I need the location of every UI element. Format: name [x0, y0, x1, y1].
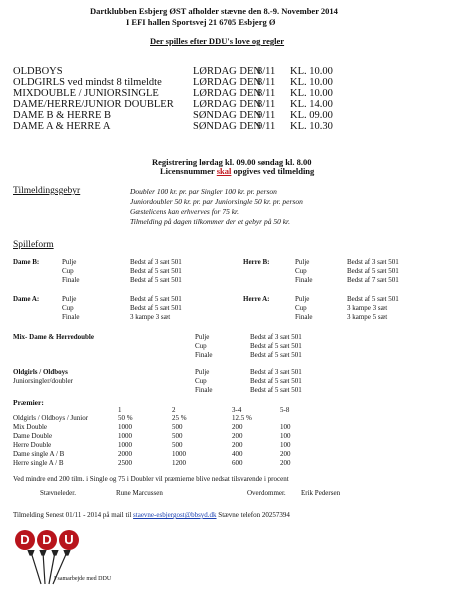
schedule-time: KL. 10.30 — [290, 121, 333, 132]
schedule-date: 8/11 — [257, 66, 276, 77]
format-value: 3 kampe 3 sæt — [347, 304, 388, 312]
schedule-date: 9/11 — [257, 110, 276, 121]
format-value: Bedst af 3 sæt 501 — [347, 258, 399, 266]
format-stage: Finale — [62, 276, 80, 284]
prize-column-header: 5-8 — [280, 406, 290, 414]
prize-category: Herre Double — [13, 441, 52, 449]
format-value: Bedst af 5 sæt 501 — [130, 295, 182, 303]
format-stage: Finale — [295, 276, 313, 284]
prize-amount: 1000 — [172, 450, 186, 458]
fee-label: Tilmeldingsgebyr — [13, 186, 81, 196]
format-group: Dame A: — [13, 295, 40, 303]
schedule-date: 9/11 — [257, 121, 276, 132]
format-value: Bedst af 5 sæt 501 — [250, 351, 302, 359]
schedule-time: KL. 10.00 — [290, 66, 333, 77]
schedule-time: KL. 10.00 — [290, 77, 333, 88]
format-value: Bedst af 3 sæt 501 — [130, 258, 182, 266]
format-value: Bedst af 5 sæt 501 — [130, 276, 182, 284]
signup-email-link[interactable]: staevne-esbjergost@bbsyd.dk — [133, 511, 217, 519]
prize-amount: 100 — [280, 441, 291, 449]
schedule-day: LØRDAG DEN — [193, 77, 261, 88]
schedule-time: KL. 09.00 — [290, 110, 333, 121]
format-group: Dame B: — [13, 258, 40, 266]
prize-amount: 500 — [172, 423, 183, 431]
format-group: Oldgirls / Oldboys — [13, 368, 68, 376]
schedule-day: LØRDAG DEN — [193, 66, 261, 77]
format-stage: Finale — [62, 313, 80, 321]
format-group: Herre B: — [243, 258, 270, 266]
schedule-time: KL. 14.00 — [290, 99, 333, 110]
schedule-date: 8/11 — [257, 88, 276, 99]
prize-amount: 200 — [232, 423, 243, 431]
schedule-event: MIXDOUBLE / JUNIORSINGLE — [13, 88, 159, 99]
leader-label: Stævneleder. — [40, 489, 76, 497]
schedule-event: DAME/HERRE/JUNIOR DOUBLER — [13, 99, 174, 110]
prizes-note: Ved mindre end 200 tilm. i Single og 75 i Doubler vil præmierne blive nedsat tilsvarende i procent — [13, 475, 289, 483]
format-stage: Pulje — [295, 258, 310, 266]
format-stage: Pulje — [195, 333, 210, 341]
prize-category: Mix Double — [13, 423, 48, 431]
format-value: 3 kampe 3 sæt — [130, 313, 171, 321]
leader-name: Rune Marcussen — [116, 489, 163, 497]
fee-line: Tilmelding på dagen tilkommer der et gebyr på 50 kr. — [130, 217, 290, 226]
dart-arrows-icon — [15, 550, 85, 590]
format-stage: Pulje — [62, 258, 77, 266]
prize-category: Dame single A / B — [13, 450, 65, 458]
fee-line: Gæstelicens kan erhverves for 75 kr. — [130, 207, 240, 216]
format-value: Bedst af 5 sæt 501 — [250, 342, 302, 350]
prizes-title: Præmier: — [13, 398, 44, 407]
format-value: Bedst af 5 sæt 501 — [130, 267, 182, 275]
fee-line: Doubler 100 kr. pr. par Singler 100 kr. pr. person — [130, 187, 277, 196]
logo-letter-d2: D — [37, 530, 57, 550]
prize-column-header: 3-4 — [232, 406, 242, 414]
schedule-day: SØNDAG DEN — [193, 110, 261, 121]
schedule-event: OLDGIRLS ved mindst 8 tilmeldte — [13, 77, 162, 88]
prize-column-header: 1 — [118, 406, 122, 414]
format-stage: Cup — [62, 304, 74, 312]
prize-category: Oldgirls / Oldboys / Junior — [13, 414, 89, 422]
schedule-event: DAME B & HERRE B — [13, 110, 112, 121]
prize-amount: 1000 — [118, 423, 132, 431]
header-venue: I EFI hallen Sportsvej 21 6705 Esbjerg Ø — [126, 17, 276, 27]
format-stage: Pulje — [295, 295, 310, 303]
prize-amount: 500 — [172, 441, 183, 449]
registration-line: Registrering lørdag kl. 09.00 søndag kl. 8.00 — [152, 157, 312, 167]
prize-category: Dame Double — [13, 432, 53, 440]
format-value: 3 kampe 5 sæt — [347, 313, 388, 321]
prize-amount: 2500 — [118, 459, 132, 467]
spilleform-title: Spilleform — [13, 240, 54, 250]
signup-line: Tilmelding Senest 01/11 - 2014 på mail til staevne-esbjergost@bbsyd.dk Stævne telefon 20257394 — [13, 511, 290, 519]
format-value: Bedst af 5 sæt 501 — [347, 295, 399, 303]
prize-amount: 1000 — [118, 441, 132, 449]
format-stage: Cup — [195, 377, 207, 385]
license-line: Licensnummer skal opgives ved tilmelding — [160, 166, 315, 176]
format-stage: Cup — [62, 267, 74, 275]
format-stage: Cup — [295, 304, 307, 312]
prize-amount: 1000 — [118, 432, 132, 440]
schedule-event: OLDBOYS — [13, 66, 63, 77]
prize-amount: 50 % — [118, 414, 133, 422]
judge-name: Erik Pedersen — [301, 489, 341, 497]
format-stage: Cup — [195, 342, 207, 350]
format-value: Bedst af 7 sæt 501 — [347, 276, 399, 284]
format-value: Bedst af 5 sæt 501 — [250, 377, 302, 385]
schedule-day: LØRDAG DEN — [193, 99, 261, 110]
prize-amount: 200 — [232, 432, 243, 440]
schedule-event: DAME A & HERRE A — [13, 121, 111, 132]
format-stage: Cup — [295, 267, 307, 275]
prize-amount: 1200 — [172, 459, 186, 467]
logo-letter-u: U — [59, 530, 79, 550]
prize-amount: 200 — [280, 459, 291, 467]
format-stage: Finale — [195, 351, 213, 359]
schedule-date: 8/11 — [257, 99, 276, 110]
prize-category: Herre single A / B — [13, 459, 64, 467]
prize-column-header: 2 — [172, 406, 176, 414]
prize-amount: 12.5 % — [232, 414, 252, 422]
schedule-date: 8/11 — [257, 77, 276, 88]
rules-line: Der spilles efter DDU's love og regler — [150, 36, 285, 46]
prize-amount: 2000 — [118, 450, 132, 458]
prize-amount: 600 — [232, 459, 243, 467]
format-group: Mix- Dame & Herredouble — [13, 333, 94, 341]
schedule-time: KL. 10.00 — [290, 88, 333, 99]
license-must-word: skal — [216, 166, 232, 176]
prize-amount: 100 — [280, 432, 291, 440]
format-stage: Pulje — [62, 295, 77, 303]
format-group: Herre A: — [243, 295, 270, 303]
prize-amount: 200 — [232, 441, 243, 449]
prize-amount: 100 — [280, 423, 291, 431]
format-value: Bedst af 3 sæt 501 — [250, 368, 302, 376]
logo-caption: I samarbejde med DDU — [54, 576, 112, 582]
format-value: Bedst af 3 sæt 501 — [250, 333, 302, 341]
prize-amount: 400 — [232, 450, 243, 458]
fee-line: Juniordoubler 50 kr. pr. par Juniorsingle 50 kr. pr. person — [130, 197, 303, 206]
judge-label: Overdommer. — [247, 489, 286, 497]
format-value: Bedst af 5 sæt 501 — [347, 267, 399, 275]
prize-amount: 500 — [172, 432, 183, 440]
prize-amount: 25 % — [172, 414, 187, 422]
format-stage: Finale — [295, 313, 313, 321]
prize-amount: 200 — [280, 450, 291, 458]
format-value: Bedst af 5 sæt 501 — [130, 304, 182, 312]
format-group-secondary: Juniorsingler/doubler — [13, 377, 73, 385]
format-value: Bedst af 5 sæt 501 — [250, 386, 302, 394]
schedule-day: SØNDAG DEN — [193, 121, 261, 132]
header-title: Dartklubben Esbjerg ØST afholder stævne den 8.-9. November 2014 — [90, 6, 338, 16]
format-stage: Pulje — [195, 368, 210, 376]
schedule-day: LØRDAG DEN — [193, 88, 261, 99]
logo-letter-d1: D — [15, 530, 35, 550]
format-stage: Finale — [195, 386, 213, 394]
